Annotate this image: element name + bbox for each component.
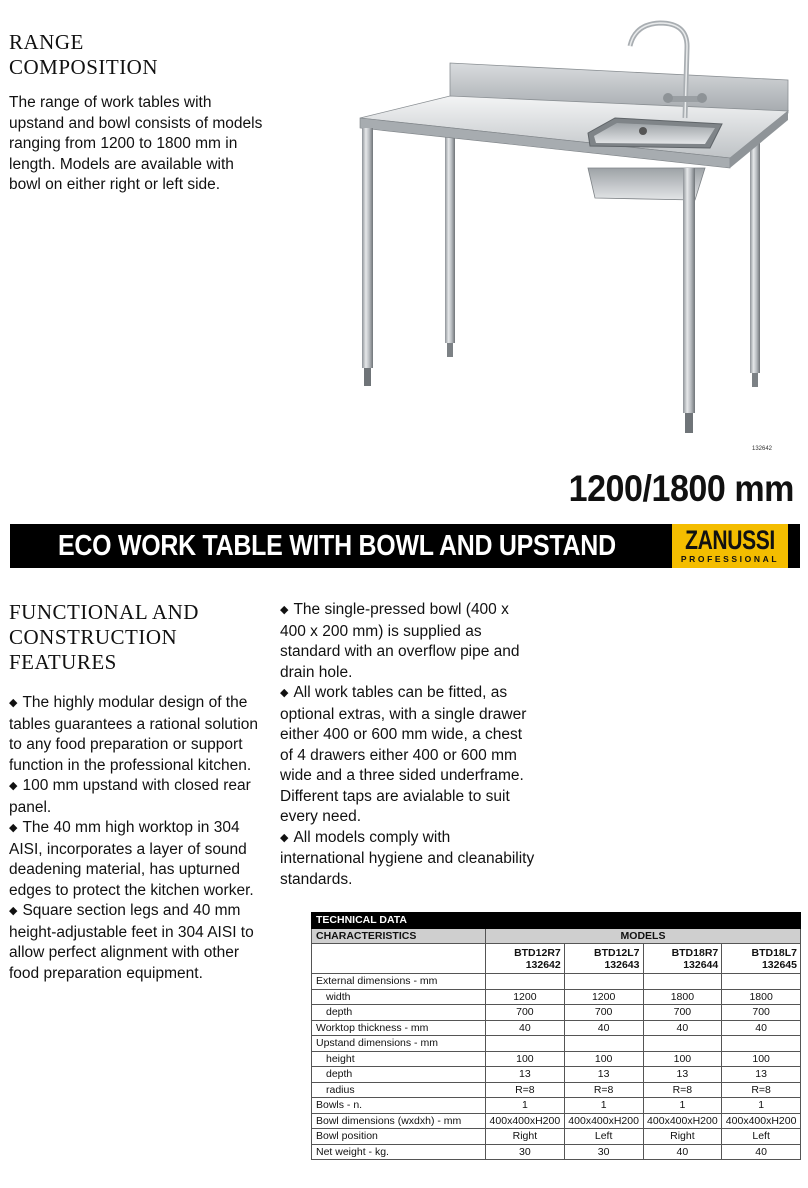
row-value: 1	[564, 1098, 643, 1114]
image-code: 132642	[752, 446, 773, 452]
row-value	[722, 1036, 801, 1052]
row-value: Left	[564, 1129, 643, 1145]
range-heading	[9, 30, 264, 80]
row-label: Net weight - kg.	[312, 1144, 486, 1160]
row-label: depth	[312, 1067, 486, 1083]
row-value: 1200	[486, 989, 565, 1005]
row-value	[486, 974, 565, 990]
model-cell	[643, 944, 722, 974]
model-name: BTD12R7	[514, 946, 561, 959]
row-value: Right	[486, 1129, 565, 1145]
row-value: 700	[486, 1005, 565, 1021]
row-value: 700	[722, 1005, 801, 1021]
row-label: Bowls - n.	[312, 1098, 486, 1114]
table-row	[312, 1082, 801, 1098]
row-label: Upstand dimensions - mm	[312, 1036, 486, 1052]
model-cell	[486, 944, 565, 974]
model-code: 132643	[604, 958, 640, 971]
row-value: 40	[722, 1020, 801, 1036]
row-value: 40	[722, 1144, 801, 1160]
row-label: Bowl dimensions (wxdxh) - mm	[312, 1113, 486, 1129]
work-table-product-image	[350, 18, 800, 438]
row-value	[564, 1036, 643, 1052]
row-value: 400x400xH200	[486, 1113, 565, 1129]
range-text: The range of work tables with upstand and bowl consists of models ranging from 1200 to 1800 mm in length. Models are available with bowl on either right or left side.	[9, 94, 263, 193]
row-value: 400x400xH200	[564, 1113, 643, 1129]
row-value: Right	[643, 1129, 722, 1145]
features-heading-line2: CONSTRUCTION	[9, 625, 178, 649]
row-value: 100	[486, 1051, 565, 1067]
row-value	[643, 1036, 722, 1052]
features-heading-line3: FEATURES	[9, 650, 117, 674]
row-value: 30	[486, 1144, 565, 1160]
row-value: 40	[643, 1020, 722, 1036]
row-value: 40	[486, 1020, 565, 1036]
zanussi-logo	[672, 524, 788, 568]
table-row	[312, 1113, 801, 1129]
row-label: width	[312, 989, 486, 1005]
row-value: 100	[564, 1051, 643, 1067]
row-value: 700	[643, 1005, 722, 1021]
table-row	[312, 1051, 801, 1067]
features-heading-line1: FUNCTIONAL AND	[9, 600, 199, 624]
row-label: External dimensions - mm	[312, 974, 486, 990]
model-name: BTD18L7	[751, 946, 797, 959]
row-value: R=8	[486, 1082, 565, 1098]
row-value: 1800	[722, 989, 801, 1005]
row-value: 400x400xH200	[643, 1113, 722, 1129]
row-value: R=8	[643, 1082, 722, 1098]
row-label: height	[312, 1051, 486, 1067]
row-value: R=8	[564, 1082, 643, 1098]
feature-item: ◆ All work tables can be fitted, as optional extras, with a single drawer either 400 or 600 mm wide, a chest of 4 drawers either 400 or 600 mm wide and a three sided underframe. Different taps are avialable to suit every need.	[280, 683, 535, 828]
range-composition-section	[9, 30, 264, 196]
model-name: BTD12L7	[593, 946, 640, 959]
tech-header-row	[312, 928, 801, 944]
tech-title: TECHNICAL DATA	[312, 913, 801, 929]
row-value	[643, 974, 722, 990]
model-code: 132645	[761, 958, 797, 971]
row-label: Bowl position	[312, 1129, 486, 1145]
row-label: depth	[312, 1005, 486, 1021]
tech-title-row	[312, 913, 801, 929]
row-value: 400x400xH200	[722, 1113, 801, 1129]
range-heading-line1: RANGE	[9, 30, 84, 54]
row-value	[722, 974, 801, 990]
row-value: 1200	[564, 989, 643, 1005]
model-cell	[722, 944, 801, 974]
model-name: BTD18R7	[671, 946, 719, 959]
feature-item: ◆ All models comply with international hygiene and cleanability standards.	[280, 828, 535, 891]
row-value: 700	[564, 1005, 643, 1021]
size-title: 1200/1800 mm	[568, 468, 794, 509]
table-row	[312, 1129, 801, 1145]
row-value: 13	[643, 1067, 722, 1083]
features-right-column	[280, 600, 535, 890]
row-value: Left	[722, 1129, 801, 1145]
row-value: 100	[722, 1051, 801, 1067]
feature-item: ◆ The 40 mm high worktop in 304 AISI, incorporates a layer of sound deadening material, has upturned edges to protect the kitchen worker.	[9, 818, 271, 901]
row-value	[486, 1036, 565, 1052]
model-label-empty	[312, 944, 486, 974]
characteristics-header: CHARACTERISTICS	[312, 928, 486, 944]
row-value: 40	[564, 1020, 643, 1036]
table-row	[312, 989, 801, 1005]
model-cell	[564, 944, 643, 974]
product-title: ECO WORK TABLE WITH BOWL AND UPSTAND	[58, 530, 616, 562]
table-row	[312, 1098, 801, 1114]
feature-item: ◆ 100 mm upstand with closed rear panel.	[9, 776, 271, 818]
feature-item: ◆ Square section legs and 40 mm height-adjustable feet in 304 AISI to allow perfect alignment with other food preparation equipment.	[9, 901, 271, 984]
model-names-row	[312, 944, 801, 974]
model-code: 132644	[683, 958, 719, 971]
models-header: MODELS	[486, 928, 801, 944]
table-row	[312, 1020, 801, 1036]
row-value: 13	[486, 1067, 565, 1083]
table-row	[312, 974, 801, 990]
row-value: 13	[722, 1067, 801, 1083]
logo-name: ZANUSSI	[685, 525, 775, 555]
feature-item: ◆ The single-pressed bowl (400 x 400 x 200 mm) is supplied as standard with an overflow pipe and drain hole.	[280, 600, 535, 683]
technical-data-table	[311, 912, 801, 1160]
row-label: Worktop thickness - mm	[312, 1020, 486, 1036]
table-row	[312, 1005, 801, 1021]
features-left-column	[9, 600, 271, 984]
table-row	[312, 1036, 801, 1052]
range-heading-line2: COMPOSITION	[9, 55, 159, 79]
feature-item: ◆ The highly modular design of the tables guarantees a rational solution to any food preparation or support function in the professional kitchen.	[9, 693, 271, 776]
row-value: 40	[643, 1144, 722, 1160]
model-code: 132642	[525, 958, 561, 971]
row-value: 100	[643, 1051, 722, 1067]
row-value: 1	[643, 1098, 722, 1114]
row-value: 1	[722, 1098, 801, 1114]
row-value: 1800	[643, 989, 722, 1005]
row-label: radius	[312, 1082, 486, 1098]
table-row	[312, 1067, 801, 1083]
features-heading	[9, 600, 271, 675]
row-value: 1	[486, 1098, 565, 1114]
row-value	[564, 974, 643, 990]
table-row	[312, 1144, 801, 1160]
row-value: 13	[564, 1067, 643, 1083]
row-value: 30	[564, 1144, 643, 1160]
logo-sub: PROFESSIONAL	[680, 554, 780, 564]
row-value: R=8	[722, 1082, 801, 1098]
